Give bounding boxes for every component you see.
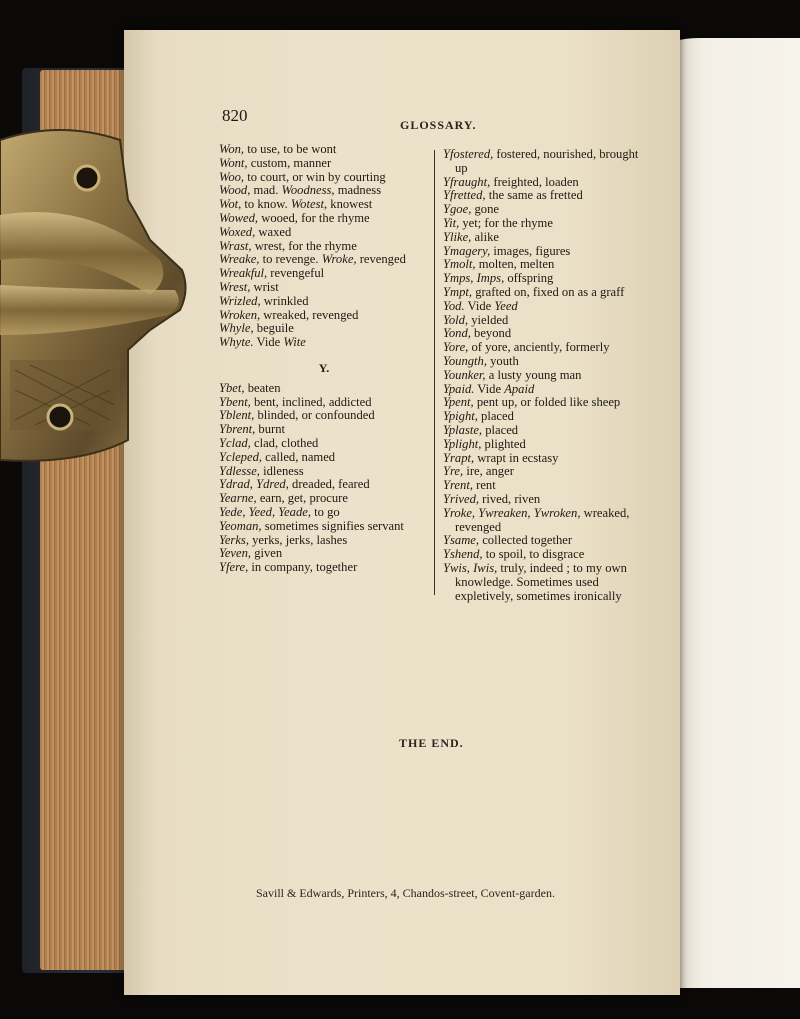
entry-headword: Yblent, [219, 408, 255, 423]
glossary-entry [219, 396, 429, 410]
entry-headword: Ypight, [443, 409, 478, 424]
glossary-entry [443, 189, 653, 203]
entry-definition-secondary: revenged [356, 252, 406, 267]
entry-definition: of yore, anciently, formerly [468, 340, 610, 355]
facing-blank-page [668, 38, 800, 988]
entry-headword: Yrived, [443, 491, 480, 506]
entry-definition: to go [311, 504, 340, 519]
glossary-entry [219, 520, 429, 534]
entry-headword: Ymagery, [443, 243, 491, 258]
entry-definition: to revenge. [259, 252, 322, 267]
entry-headword: Yod. [443, 298, 465, 313]
entry-headword: Ylike, [443, 229, 472, 244]
entry-definition: grafted on, fixed on as a graff [472, 284, 625, 299]
column-rule [434, 150, 435, 595]
entry-headword: Yfretted, [443, 188, 486, 203]
glossary-entry [219, 547, 429, 561]
entry-definition: collected together [479, 533, 573, 548]
entry-definition: wrinkled [260, 293, 309, 308]
entry-definition: offspring [504, 271, 554, 286]
entry-definition: the same as fretted [485, 188, 583, 203]
entry-headword-secondary: Yeed [494, 298, 518, 313]
entry-definition: placed [482, 422, 519, 437]
glossary-entry [443, 272, 653, 286]
glossary-entry [219, 157, 429, 171]
right-column [443, 148, 653, 603]
glossary-entry [219, 309, 429, 323]
glossary-entry [219, 322, 429, 336]
printer-imprint: Savill & Edwards, Printers, 4, Chandos-street, Covent-garden. [256, 886, 555, 900]
glossary-entry [443, 410, 653, 424]
entry-headword: Yerks, [219, 532, 249, 547]
entry-definition: yielded [468, 312, 509, 327]
glossary-entry [443, 245, 653, 259]
y-entries [219, 382, 429, 575]
entry-definition: wrest, for the rhyme [251, 238, 357, 253]
entry-headword: Ybent, [219, 394, 251, 409]
entry-definition: beguile [253, 321, 294, 336]
glossary-entry [219, 382, 429, 396]
entry-definition: wrist [250, 279, 279, 294]
entry-definition: rent [472, 478, 496, 493]
entry-headword: Ymps, Imps, [443, 271, 505, 286]
entry-definition: sometimes signifies servant [261, 518, 404, 533]
section-letter-y: Y. [318, 360, 330, 375]
entry-headword: Ywis, Iwis, [443, 560, 498, 575]
glossary-entry [443, 479, 653, 493]
entry-definition: wreaked, revenged [260, 307, 359, 322]
clasp-rivet-bottom [48, 405, 72, 429]
entry-definition: burnt [255, 422, 286, 437]
glossary-entry [219, 451, 429, 465]
glossary-entry [219, 281, 429, 295]
entry-headword: Younker, [443, 367, 486, 382]
running-head: GLOSSARY. [400, 118, 477, 132]
glossary-entry [219, 143, 429, 157]
entry-definition: beaten [244, 380, 281, 395]
entry-definition: to use, to be wont [244, 142, 337, 156]
entry-headword: Wroken, [219, 307, 261, 322]
glossary-entry [219, 171, 429, 185]
entry-headword: Wrizled, [219, 293, 261, 308]
entry-headword: Yroke, Ywreaken, Ywroken, [443, 505, 581, 520]
entry-headword-secondary: Wite [283, 335, 306, 350]
entry-definition: Vide [474, 381, 505, 396]
entry-definition: yerks, jerks, lashes [248, 532, 348, 547]
entry-headword: Ypent, [443, 395, 474, 410]
glossary-entry [219, 336, 429, 350]
glossary-entry [219, 437, 429, 451]
entry-headword: Won, [219, 142, 245, 156]
glossary-entry [443, 176, 653, 190]
entry-definition: in company, together [248, 560, 358, 575]
entry-definition: revengeful [267, 266, 325, 281]
entry-definition: custom, manner [247, 155, 332, 170]
glossary-entry [443, 286, 653, 300]
entry-definition: Vide [253, 335, 284, 350]
entry-headword: Yre, [443, 464, 464, 479]
glossary-entry [219, 267, 429, 281]
glossary-entry [219, 465, 429, 479]
entry-headword: Yold, [443, 312, 469, 327]
entry-definition: wreaked, revenged [455, 505, 630, 534]
entry-definition: fostered, nourished, brought up [455, 147, 639, 175]
entry-headword: Yclad, [219, 435, 251, 450]
entry-headword: Wrest, [219, 279, 251, 294]
glossary-entry [219, 534, 429, 548]
entry-headword: Ymolt, [443, 257, 476, 272]
entry-definition-secondary: madness [334, 183, 382, 198]
entry-headword-secondary: Apaid [504, 381, 535, 396]
glossary-entry [219, 240, 429, 254]
entry-definition: beyond [470, 326, 512, 341]
entry-definition: earn, get, procure [256, 491, 348, 506]
entry-definition: youth [486, 353, 519, 368]
entry-headword: Whyte. [219, 335, 254, 350]
entry-definition: pent up, or folded like sheep [473, 395, 621, 410]
entry-headword: Ydlesse, [219, 463, 260, 478]
entry-headword: Woxed, [219, 224, 256, 239]
glossary-entry [443, 452, 653, 466]
entry-headword: Yfostered, [443, 147, 494, 161]
glossary-entry [443, 424, 653, 438]
entry-headword: Yeven, [219, 546, 252, 561]
entry-headword-secondary: Wroke, [321, 252, 357, 267]
entry-headword: Yplaste, [443, 422, 483, 437]
glossary-entry [219, 198, 429, 212]
glossary-entry [443, 148, 653, 176]
glossary-entry [219, 253, 429, 267]
entry-definition: a lusty young man [485, 367, 582, 382]
glossary-entry [443, 493, 653, 507]
glossary-entry [443, 314, 653, 328]
entry-definition: truly, indeed ; to my own knowledge. Sometimes used expletively, sometimes ironically [455, 560, 627, 603]
entry-headword: Yplight, [443, 436, 482, 451]
entry-headword: Yfraught, [443, 174, 491, 189]
entry-headword: Yit, [443, 215, 460, 230]
w-entries [219, 143, 429, 350]
entry-definition: waxed [255, 224, 292, 239]
glossary-entry [219, 295, 429, 309]
entry-headword: Ysame, [443, 533, 480, 548]
glossary-entry [443, 562, 653, 603]
glossary-entry [219, 226, 429, 240]
glossary-entry [443, 258, 653, 272]
y-entries-continued [443, 148, 653, 603]
entry-definition: placed [477, 409, 514, 424]
entry-definition: freighted, loaden [490, 174, 579, 189]
entry-headword: Yond, [443, 326, 471, 341]
entry-definition: bent, inclined, addicted [250, 394, 372, 409]
entry-headword: Ypaid. [443, 381, 475, 396]
entry-definition: blinded, or confounded [254, 408, 375, 423]
entry-headword: Yearne, [219, 491, 257, 506]
entry-headword: Wont, [219, 155, 248, 170]
entry-headword: Wreakful, [219, 266, 268, 281]
entry-headword-secondary: Woodness, [281, 183, 335, 198]
entry-definition: plighted [481, 436, 526, 451]
entry-headword: Ydrad, Ydred, [219, 477, 289, 492]
entry-headword: Yrent, [443, 478, 473, 493]
entry-definition: clad, clothed [250, 435, 319, 450]
glossary-entry [219, 492, 429, 506]
left-column [219, 143, 429, 575]
glossary-entry [443, 300, 653, 314]
entry-definition: given [251, 546, 283, 561]
entry-headword: Ycleped, [219, 449, 263, 464]
glossary-entry [443, 465, 653, 479]
entry-definition: mad. [250, 183, 282, 198]
entry-definition-secondary: knowest [327, 197, 373, 212]
entry-headword: Yeoman, [219, 518, 262, 533]
glossary-entry [443, 355, 653, 369]
entry-headword: Ybrent, [219, 422, 256, 437]
entry-definition: idleness [259, 463, 304, 478]
entry-headword: Wood, [219, 183, 251, 198]
entry-definition: gone [471, 202, 499, 217]
entry-definition: wooed, for the rhyme [258, 210, 370, 225]
entry-headword: Yore, [443, 340, 469, 355]
glossary-entry [443, 383, 653, 397]
entry-headword: Ybet, [219, 380, 245, 395]
glossary-entry [219, 212, 429, 226]
entry-definition: to court, or win by courting [244, 169, 386, 184]
entry-definition: to spoil, to disgrace [482, 547, 585, 562]
entry-definition: alike [471, 229, 499, 244]
glossary-entry [443, 507, 653, 535]
glossary-entry [443, 327, 653, 341]
entry-headword: Wreake, [219, 252, 260, 267]
glossary-entry [219, 506, 429, 520]
the-end-line: THE END. [399, 736, 464, 750]
glossary-entry [443, 438, 653, 452]
entry-headword: Woo, [219, 169, 245, 184]
glossary-entry [219, 423, 429, 437]
glossary-entry [443, 217, 653, 231]
entry-definition: to know. [241, 197, 291, 212]
clasp-rivet-top [75, 166, 99, 190]
glossary-entry [443, 548, 653, 562]
brass-clasp [0, 120, 190, 470]
entry-headword: Yede, Yeed, Yeade, [219, 504, 312, 519]
entry-headword-secondary: Wotest, [290, 197, 328, 212]
glossary-entry [443, 369, 653, 383]
entry-definition: Vide [464, 298, 495, 313]
entry-headword: Wrast, [219, 238, 252, 253]
entry-definition: ire, anger [463, 464, 514, 479]
entry-headword: Yshend, [443, 547, 483, 562]
glossary-entry [443, 231, 653, 245]
entry-definition: called, named [262, 449, 336, 464]
entry-headword: Youngth, [443, 353, 487, 368]
entry-headword: Wowed, [219, 210, 259, 225]
glossary-entry [443, 203, 653, 217]
entry-headword: Ygoe, [443, 202, 472, 217]
entry-definition: wrapt in ecstasy [474, 450, 559, 465]
glossary-entry [219, 409, 429, 423]
entry-headword: Yfere, [219, 560, 249, 575]
glossary-entry [443, 341, 653, 355]
entry-headword: Ympt, [443, 284, 473, 299]
entry-definition: rived, riven [479, 491, 541, 506]
entry-definition: dreaded, feared [288, 477, 370, 492]
page-number: 820 [222, 106, 248, 125]
entry-definition: images, figures [490, 243, 571, 258]
entry-definition: yet; for the rhyme [459, 215, 553, 230]
glossary-entry [443, 396, 653, 410]
entry-headword: Whyle, [219, 321, 254, 336]
glossary-entry [219, 561, 429, 575]
glossary-entry [443, 534, 653, 548]
entry-definition: molten, melten [475, 257, 555, 272]
entry-headword: Wot, [219, 197, 242, 212]
entry-headword: Yrapt, [443, 450, 475, 465]
glossary-entry [219, 478, 429, 492]
glossary-entry [219, 184, 429, 198]
